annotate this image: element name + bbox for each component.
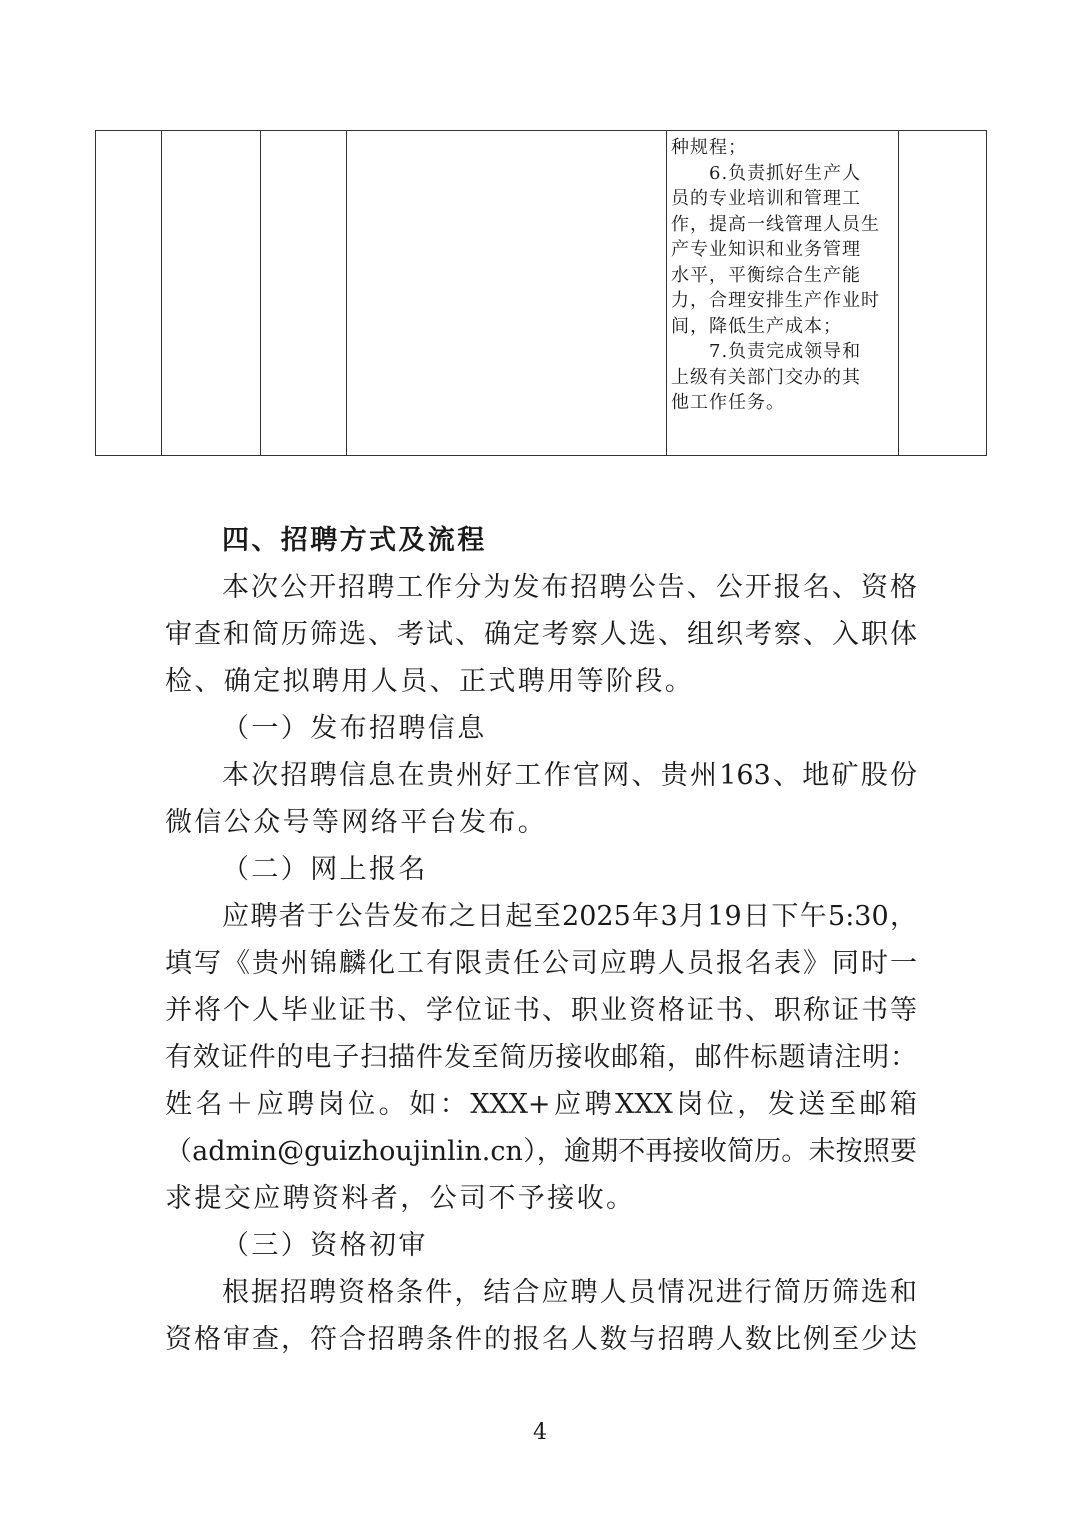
paragraph-line: 本次公开招聘工作分为发布招聘公告、公开报名、资格 [222,572,917,603]
duties-table [95,130,987,456]
table-cell-duties [667,131,899,456]
subsection-title: （三）资格初审 [222,1230,428,1261]
paragraph-line: 填写《贵州锦麟化工有限责任公司应聘人员报名表》同时一 [165,948,917,979]
duty-line: 员的专业培训和管理工 [671,188,861,209]
duty-line: 种规程； [671,137,747,158]
duty-line: 水平，平衡综合生产能 [671,264,861,286]
paragraph-line: 根据招聘资格条件，结合应聘人员情况进行简历筛选和 [222,1277,917,1308]
table-cell-empty [261,131,347,456]
paragraph-line: 本次招聘信息在贵州好工作官网、贵州163、地矿股份 [222,760,917,791]
duty-line: 7.负责完成领导和 [709,341,862,362]
paragraph-line: 审查和简历筛选、考试、确定考察人选、组织考察、入职体 [165,619,917,650]
table-cell-empty [899,131,987,456]
paragraph-line: 姓名＋应聘岗位。如：XXX+应聘XXX岗位，发送至邮箱 [165,1089,917,1120]
duty-line: 上级有关部门交办的其 [671,366,861,388]
duty-line: 产专业知识和业务管理 [671,239,861,260]
paragraph-line: 有效证件的电子扫描件发至简历接收邮箱，邮件标题请注明： [165,1042,917,1073]
paragraph-line: （admin@guizhoujinlin.cn），逾期不再接收简历。未按照要 [165,1136,917,1167]
table-cell-empty [96,131,162,456]
paragraph-line: 并将个人毕业证书、学位证书、职业资格证书、职称证书等 [165,995,917,1026]
duty-line: 6.负责抓好生产人 [709,162,862,184]
section-heading: 四、招聘方式及流程 [222,525,487,556]
subsection-title: （一）发布招聘信息 [222,713,487,744]
subsection-title: （二）网上报名 [222,854,428,885]
duty-line: 他工作任务。 [671,392,785,413]
paragraph-line: 求提交应聘资料者，公司不予接收。 [165,1183,636,1214]
paragraph-line: 资格审查，符合招聘条件的报名人数与招聘人数比例至少达 [165,1324,917,1355]
table-row [96,131,987,456]
table-cell-empty [162,131,261,456]
page-number: 4 [533,1420,547,1445]
duty-line: 作，提高一线管理人员生 [671,213,880,235]
paragraph-line: 微信公众号等网络平台发布。 [165,807,548,838]
duties-table-continuation [95,130,986,456]
duty-line: 力，合理安排生产作业时 [671,290,880,311]
paragraph-line: 检、确定拟聘用人员、正式聘用等阶段。 [165,666,695,697]
paragraph-line: 应聘者于公告发布之日起至2025年3月19日下午5:30， [222,901,917,932]
duty-line: 间，降低生产成本； [671,315,842,337]
table-cell-empty [347,131,667,456]
